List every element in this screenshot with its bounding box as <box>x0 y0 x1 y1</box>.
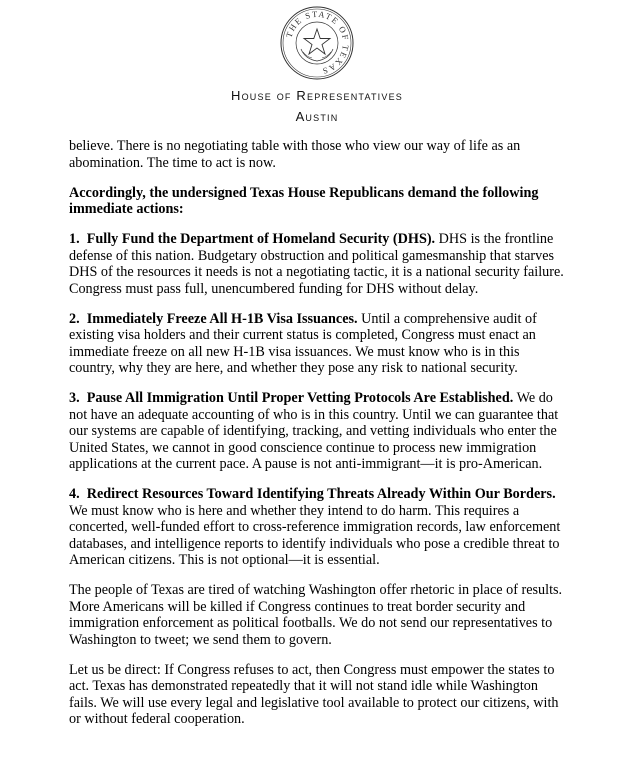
texas-state-seal-icon <box>279 5 355 81</box>
paragraph-texas-tired: The people of Texas are tired of watching Washington offer rhetoric in place of results. More Americans will be killed if Congress continues to treat border security and immigration enforcement as political footballs. We do not send our representatives to Washington to tweet; we send them to govern. <box>69 582 563 648</box>
demand-item-text: DHS is the frontline defense of this nation. Budgetary obstruction and political gamesmanship that starves DHS of the resources it needs is not a negotiating tactic, it is a national security failure. Congress must pass full, unencumbered funding for DHS without delay. <box>69 231 564 297</box>
letterhead-city: Austin <box>295 109 339 124</box>
demand-item-number: 1. <box>69 231 80 247</box>
paragraph-let-us-be-direct: Let us be direct: If Congress refuses to act, then Congress must empower the states to act. Texas has demonstrated repeatedly that it will not stand idle while Washington fails. We will use every legal and legislative tool available to protect our citizens, with or without federal cooperation. <box>69 661 559 727</box>
demand-item-number: 3. <box>69 390 80 406</box>
svg-text:THE STATE OF TEXAS: THE STATE OF TEXAS <box>283 8 352 77</box>
letter-body <box>69 138 569 741</box>
demand-item-number: 2. <box>69 310 80 327</box>
demand-item-1 <box>69 231 569 297</box>
demand-item-heading: Pause All Immigration Until Proper Vetting Protocols Are Established. <box>86 390 514 406</box>
demand-item-2 <box>69 311 569 377</box>
demand-item-text: Until a comprehensive audit of existing visa holders and their current status is completed, Congress must enact an immediate freeze on all new H-1B visa issuances. We must know who is in this country, why they are here, and whether they pose any risk to national security. <box>69 310 537 376</box>
paragraph-demand-lead: Accordingly, the undersigned Texas House Republicans demand the following immediate actions: <box>69 184 539 217</box>
demand-item-text: We do not have an adequate accounting of who is in this country. Until we can guarantee that our systems are capable of identifying, tracking, and vetting individuals who enter the United States, we cannot in good conscience continue to process new immigration applications at the current pace. A pause is not anti-immigrant—it is pro-American. <box>69 390 559 472</box>
demand-item-heading: Fully Fund the Department of Homeland Security (DHS). <box>86 231 436 247</box>
letterhead-chamber: House of Representatives <box>231 88 403 103</box>
demand-item-text: We must know who is here and whether they intend to do harm. This requires a concerted, well-funded effort to cross-reference immigration records, law enforcement databases, and intelligence reports to identify individuals who pose a credible threat to American citizens. This is not optional—it is essential. <box>69 502 561 568</box>
demand-item-4 <box>69 486 569 569</box>
paragraph-intro-continued: believe. There is no negotiating table with those who view our way of life as an abomination. The time to act is now. <box>69 138 521 171</box>
demand-item-3 <box>69 390 569 473</box>
demand-item-number: 4. <box>69 486 80 502</box>
demand-item-heading: Immediately Freeze All H-1B Visa Issuances. <box>86 310 358 327</box>
demand-item-heading: Redirect Resources Toward Identifying Threats Already Within Our Borders. <box>86 486 556 502</box>
